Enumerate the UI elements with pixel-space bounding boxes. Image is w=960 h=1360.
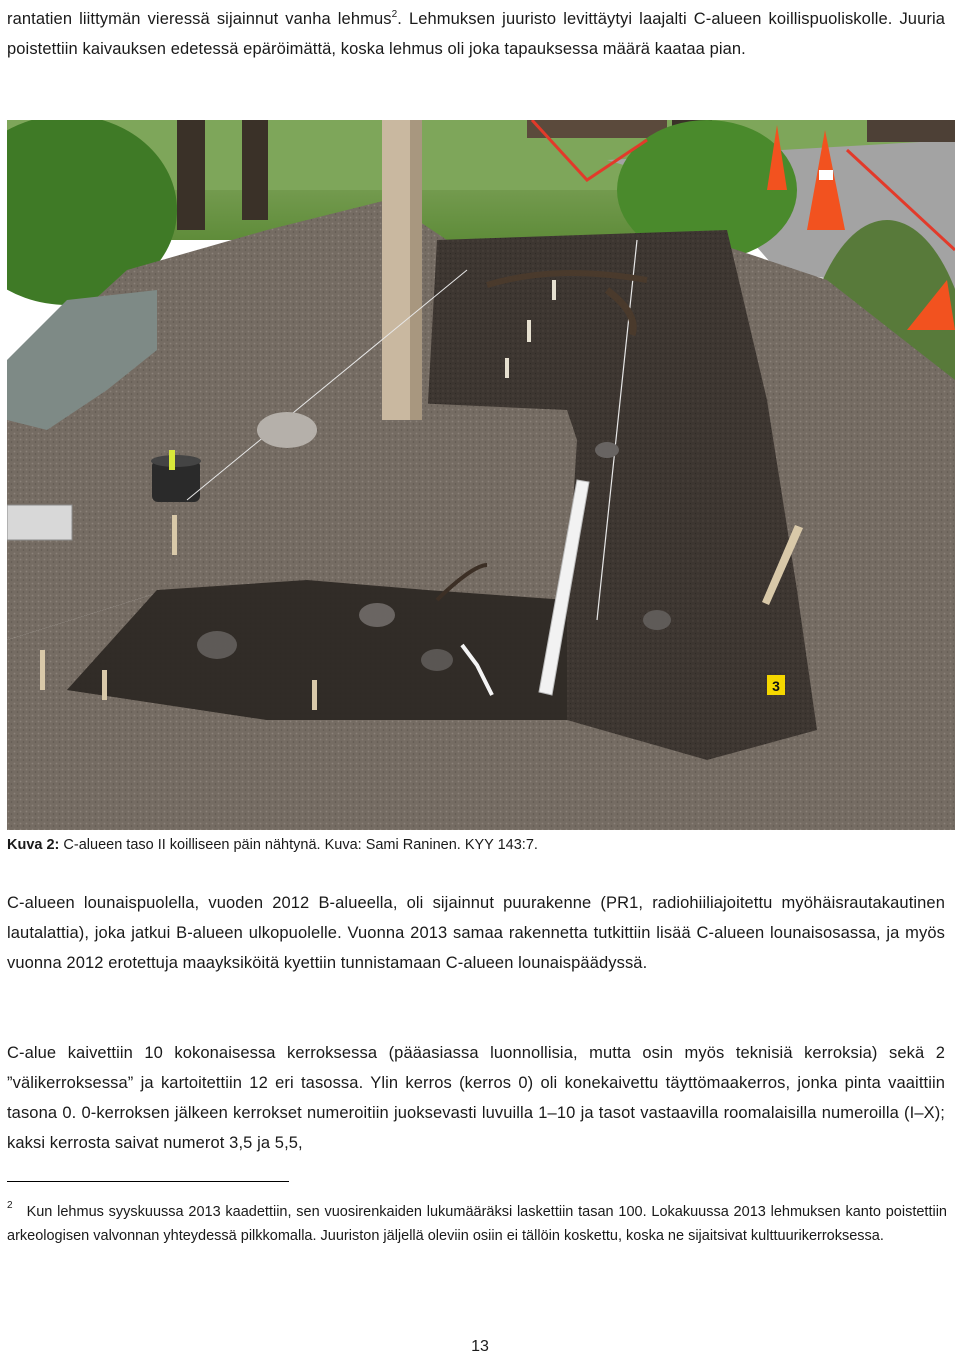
stake (552, 280, 556, 300)
body-paragraph-2: C-alue kaivettiin 10 kokonaisessa kerroksessa (pääasiassa luonnollisia, mutta osin myös teknisiä kerroksia) sekä 2 ”välikerroksessa” ja kartoitettiin 12 eri tasossa. Ylin kerros (kerros 0) oli konekaivettu täyttömaakerros, jonka pinta vaaittiin tasona 0. 0-kerroksen jälkeen kerrokset numeroitiin juoksevasti luvuilla 1–10 ja tasot vastaavilla roomalaisilla numeroilla (I–X); kaksi kerrosta saivat numerot 3,5 ja 5,5, (7, 1044, 945, 1152)
stake (102, 670, 107, 700)
stone (643, 610, 671, 630)
excavation-photo (7, 120, 955, 830)
footnote-text: Kun lehmus syyskuussa 2013 kaadettiin, sen vuosirenkaiden lukumääräksi laskettiin tasan 100. Lokakuussa 2013 lehmuksen kanto poistettiin arkeologisen valvonnan yhteydessä pilkkomalla. Juuriston jäljellä oleviin osiin ei tällöin koskettu, koska ne sijaitsivat kulttuurikerroksessa. (7, 1204, 947, 1244)
figure-caption (7, 834, 947, 856)
stake (40, 650, 45, 690)
figure-caption-label: Kuva 2: (7, 837, 60, 853)
bucket-rim (151, 455, 201, 467)
stone (421, 649, 453, 671)
stone (595, 442, 619, 458)
stone (257, 412, 317, 448)
stake (172, 515, 177, 555)
label-tag (169, 450, 175, 470)
tree-trunk-left-2 (242, 120, 268, 220)
footnote (7, 1194, 947, 1248)
traffic-cone-2-stripe (819, 170, 833, 180)
stake (527, 320, 531, 342)
body-paragraph-1: C-alueen lounaispuolella, vuoden 2012 B-alueella, oli sijainnut puurakenne (PR1, radiohiiliajoitettu myöhäisrautakautinen lautalattia), joka jatkui B-alueen ulkopuolelle. Vuonna 2013 samaa rakennetta tutkittiin lisää C-alueen lounaisosassa, ja myös vuonna 2012 erotettuja maayksiköitä kyettiin tunnistamaan C-alueen lounaispäädyssä. (7, 894, 945, 972)
stake (505, 358, 509, 378)
top-paragraph (7, 0, 945, 64)
figure-caption-text: C-alueen taso II koilliseen päin nähtynä. Kuva: Sami Raninen. KYY 143:7. (59, 837, 538, 853)
footnote-reference[interactable]: 2 (391, 9, 398, 20)
tool-box (7, 505, 72, 540)
top-paragraph-text-continued: . Lehmuksen juuristo levittäytyi laajalti C-alueen koillispuoliskolle. Juuria poistettiin kaivauksen edetessä epäröimättä, koska lehmus oli joka tapauksessa määrä kaataa pian. (7, 10, 945, 58)
find-marker-label: 3 (772, 678, 780, 694)
page-number: 13 (471, 1338, 489, 1355)
tree-trunk-left (177, 120, 205, 230)
utility-pole-shadow (410, 120, 422, 420)
distant-building-2 (867, 120, 955, 142)
footnote-separator (7, 1181, 289, 1182)
stone (359, 603, 395, 627)
stake (312, 680, 317, 710)
footnote-number: 2 (7, 1200, 13, 1211)
top-paragraph-text: rantatien liittymän vieressä sijainnut vanha lehmus (7, 10, 392, 28)
stone (197, 631, 237, 659)
